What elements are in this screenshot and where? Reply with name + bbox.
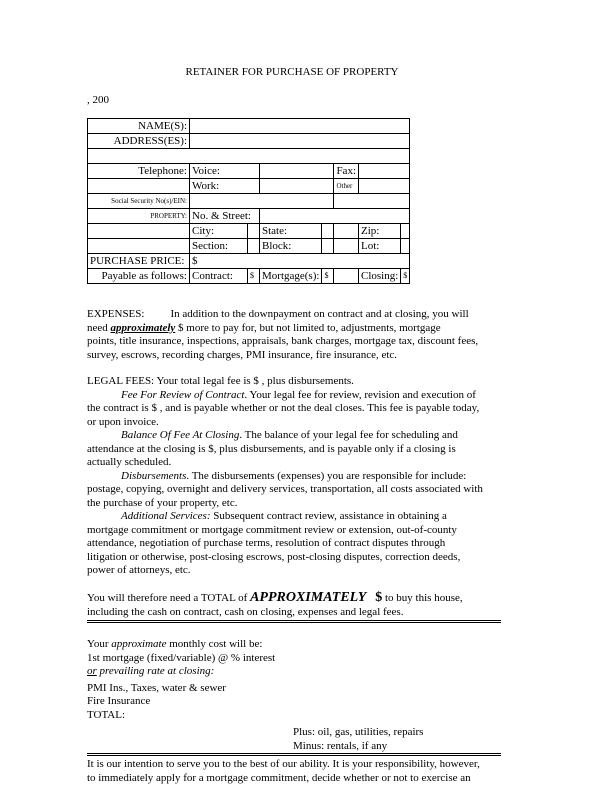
- monthly-text: monthly cost will be:: [166, 638, 263, 650]
- section-field[interactable]: [248, 239, 260, 254]
- expenses-section: [87, 308, 501, 362]
- total-section: [87, 591, 501, 619]
- total-dollar: $: [375, 590, 383, 605]
- names-label: NAME(S):: [88, 119, 190, 134]
- state-label: State:: [260, 224, 322, 239]
- property-label: PROPERTY:: [88, 209, 190, 224]
- other-label: Other: [334, 179, 359, 194]
- closing-field[interactable]: $: [401, 269, 410, 284]
- ssn-field-2[interactable]: [334, 194, 410, 209]
- approximately-total: APPROXIMATELY: [250, 590, 367, 605]
- street-field[interactable]: [260, 209, 410, 224]
- zip-field[interactable]: [401, 224, 410, 239]
- voice-label: Voice:: [190, 164, 260, 179]
- closing-spacer: [334, 269, 359, 284]
- lot-field[interactable]: [401, 239, 410, 254]
- property-spacer: [88, 224, 190, 239]
- mortgage-field[interactable]: $: [322, 269, 334, 284]
- legal-fees-section: [87, 375, 501, 578]
- purchase-price-label: PURCHASE PRICE:: [88, 254, 190, 269]
- ssn-field-1[interactable]: [190, 194, 334, 209]
- closing-label: Closing:: [359, 269, 401, 284]
- street-label: No. & Street:: [190, 209, 260, 224]
- client-info-table: [87, 118, 410, 284]
- other-field[interactable]: [359, 179, 410, 194]
- monthly-cost-section: [87, 638, 501, 722]
- closing-text: It is our intention to serve you to the best of our ability. It is your responsibility, however,: [87, 758, 480, 770]
- section-label: Section:: [190, 239, 248, 254]
- zip-label: Zip:: [359, 224, 401, 239]
- legal-text: attendance, negotiation of purchase terms, resolution of contract disputes through: [87, 537, 446, 549]
- contract-field[interactable]: $: [248, 269, 260, 284]
- or-word: or: [87, 665, 97, 677]
- expenses-text: points, title insurance, inspections, appraisals, bank charges, mortgage tax, discount fees,: [87, 335, 479, 347]
- table-row: [88, 209, 410, 224]
- table-row: [88, 269, 410, 284]
- total-text: You will therefore need a TOTAL of: [87, 592, 251, 604]
- expenses-text: In addition to the downpayment on contract and at closing, you will: [170, 308, 469, 320]
- addresses-label: ADDRESS(ES):: [88, 134, 190, 149]
- table-row: [88, 194, 410, 209]
- zip-spacer: [334, 224, 359, 239]
- monthly-text: Your: [87, 638, 112, 650]
- approximate-word: approximate: [111, 638, 167, 650]
- payable-label: Payable as follows:: [88, 269, 190, 284]
- legal-text: . Your legal fee for review, revision and execution of: [244, 388, 476, 401]
- expenses-text: $ more to pay for, but not limited to, adjustments, mortgage: [175, 321, 441, 334]
- fax-field[interactable]: [359, 164, 410, 179]
- legal-text: litigation or otherwise, post-closing escrows, post-closing disputes, correction deeds,: [87, 550, 461, 563]
- review-fee-title: Fee For Review of Contract: [121, 388, 245, 401]
- mortgage-line: 1st mortgage (fixed/variable) @ % interest: [87, 651, 276, 664]
- divider: [87, 753, 501, 756]
- city-label: City:: [190, 224, 248, 239]
- ssn-label: Social Security No(s)/EIN:: [88, 194, 190, 209]
- mortgage-label: Mortgage(s):: [260, 269, 322, 284]
- legal-text: attendance at the closing is $, plus disbursements, and is payable only if a closing is: [87, 442, 456, 455]
- approximately-emphasis: approximately: [110, 321, 176, 334]
- block-label: Block:: [260, 239, 322, 254]
- expenses-text: survey, escrows, recording charges, PMI insurance, fire insurance, etc.: [87, 348, 398, 361]
- legal-text: the contract is $ , and is payable whether or not the deal closes. This fee is payable today,: [87, 402, 480, 414]
- divider: [87, 620, 501, 623]
- legal-text: . The balance of your legal fee for scheduling and: [239, 429, 458, 441]
- contract-label: Contract:: [190, 269, 248, 284]
- disbursements-title: Disbursements: [121, 469, 187, 482]
- closing-section: [87, 758, 501, 785]
- page-title: RETAINER FOR PURCHASE OF PROPERTY: [185, 66, 399, 78]
- table-row: [88, 119, 410, 134]
- legal-text: mortgage commitment or mortgage commitment review or extension, out-of-county: [87, 523, 457, 536]
- property-spacer: [88, 239, 190, 254]
- table-row: [88, 149, 410, 164]
- total-text: to buy this house,: [382, 592, 463, 604]
- expenses-text: need: [87, 321, 108, 334]
- legal-fees-heading: LEGAL FEES: Your total legal fee is $ , plus disbursements.: [87, 375, 354, 387]
- work-label: Work:: [190, 179, 260, 194]
- telephone-spacer: [88, 179, 190, 194]
- addresses-field[interactable]: [190, 134, 410, 149]
- monthly-total-line: TOTAL:: [87, 708, 126, 721]
- table-row: [88, 239, 410, 254]
- lot-label: Lot:: [359, 239, 401, 254]
- purchase-price-field[interactable]: $: [190, 254, 410, 269]
- legal-text: the purchase of your property, etc.: [87, 496, 238, 509]
- telephone-label: Telephone:: [88, 164, 190, 179]
- legal-text: actually scheduled.: [87, 456, 172, 468]
- table-row: [88, 224, 410, 239]
- legal-text: postage, copying, overnight and delivery services, transportation, all costs associated with: [87, 483, 483, 495]
- date-line: , 200: [87, 94, 109, 106]
- block-field[interactable]: [322, 239, 334, 254]
- table-row: [88, 179, 410, 194]
- work-field[interactable]: [260, 179, 334, 194]
- plus-line: Plus: oil, gas, utilities, repairs: [293, 726, 424, 738]
- legal-text: or upon invoice.: [87, 415, 159, 428]
- table-row: [88, 134, 410, 149]
- table-row: [88, 254, 410, 269]
- fax-label: Fax:: [334, 164, 359, 179]
- prevailing-rate-line: prevailing rate at closing:: [96, 665, 215, 677]
- total-text: including the cash on contract, cash on closing, expenses and legal fees.: [87, 605, 404, 618]
- address-line-field[interactable]: [88, 149, 410, 164]
- pmi-line: PMI Ins., Taxes, water & sewer: [87, 681, 226, 694]
- legal-text: power of attorneys, etc.: [87, 564, 191, 576]
- voice-field[interactable]: [260, 164, 334, 179]
- closing-text: to immediately apply for a mortgage commitment, decide whether or not to exercise an: [87, 771, 471, 784]
- state-field[interactable]: [322, 224, 334, 239]
- fire-insurance-line: Fire Insurance: [87, 695, 151, 707]
- minus-line: Minus: rentals, if any: [293, 740, 388, 752]
- table-row: [88, 164, 410, 179]
- names-field[interactable]: [190, 119, 410, 134]
- city-field[interactable]: [248, 224, 260, 239]
- balance-fee-title: Balance Of Fee At Closing: [121, 429, 240, 441]
- lot-spacer: [334, 239, 359, 254]
- legal-text: Subsequent contract review, assistance in obtaining a: [210, 510, 447, 522]
- additional-services-title: Additional Services:: [121, 510, 211, 522]
- legal-text: . The disbursements (expenses) you are responsible for include:: [186, 469, 467, 482]
- expenses-label: EXPENSES:: [87, 308, 145, 320]
